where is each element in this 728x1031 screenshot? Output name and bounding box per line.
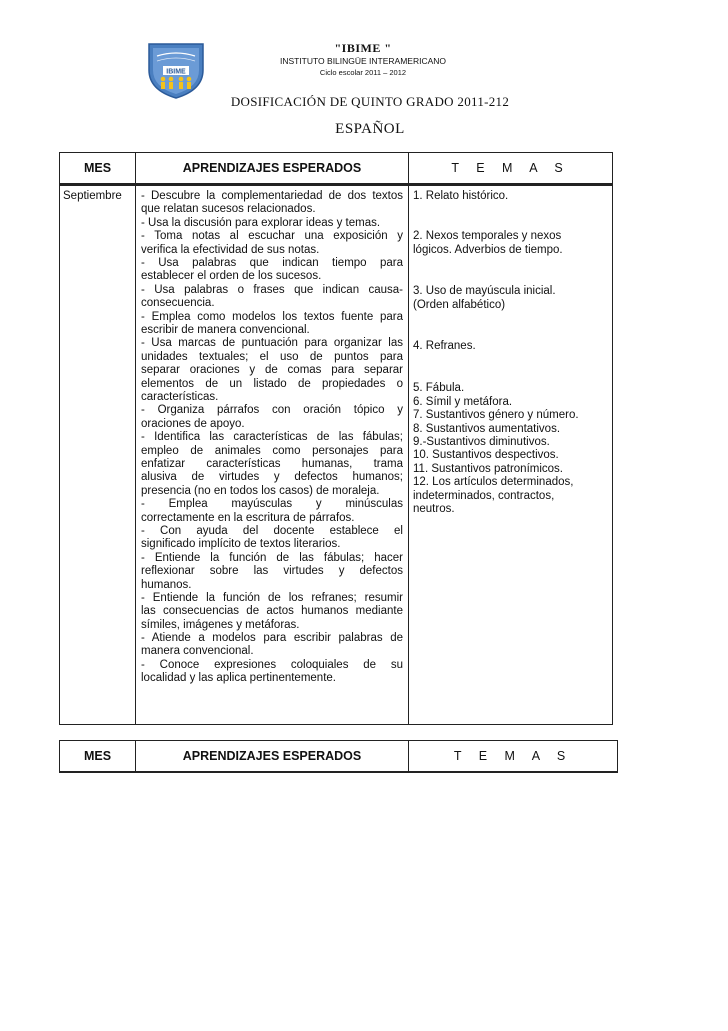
aprendizaje-line: correctamente en la escritura de párrafos. (141, 511, 355, 524)
aprendizaje-line: establecer el orden de los sucesos. (141, 270, 322, 283)
school-name: "IBIME " (334, 41, 392, 55)
document-title: DOSIFICACIÓN DE QUINTO GRADO 2011-212 (230, 94, 510, 109)
aprendizaje-line: manera convencional. (141, 645, 254, 658)
tema-line: 11. Sustantivos patronímicos. (413, 462, 563, 475)
aprendizaje-line: alusiva de virtudes y defectos humanos; (141, 471, 403, 484)
tema-line: 3. Uso de mayúscula inicial. (413, 285, 556, 298)
header-temas: T E M A S (409, 153, 613, 185)
aprendizaje-line: presencia (no en todos los casos) de moraleja. (141, 484, 380, 497)
tema-group (413, 230, 607, 257)
aprendizaje-line: elementos de un listado de propiedades o (141, 377, 403, 390)
tema-line: 8. Sustantivos aumentativos. (413, 422, 561, 435)
tema-line: 1. Relato histórico. (413, 190, 509, 202)
aprendizaje-line: - Identifica las características de las fábulas; (141, 431, 403, 444)
month-cell: Septiembre (60, 185, 136, 725)
table-row (60, 185, 613, 725)
tema-group (413, 340, 607, 353)
aprendizaje-line: - Organiza párrafos con oración tópico y (141, 404, 403, 417)
aprendizaje-line: las consecuencias de actos humanos mediante (141, 605, 403, 618)
aprendizajes-cell (136, 185, 409, 725)
temas-cell (409, 185, 613, 725)
aprendizaje-line: - Entiende la función de los refranes; resumir (141, 591, 403, 604)
header-mes: MES (60, 741, 136, 773)
school-full-name: INSTITUTO BILINGÜE INTERAMERICANO (279, 56, 447, 66)
school-logo (143, 40, 209, 100)
aprendizaje-line: - Usa marcas de puntuación para organizar las (141, 337, 403, 350)
subject-title: ESPAÑOL (335, 121, 405, 137)
tema-group (413, 190, 607, 203)
aprendizaje-line: separar oraciones y de comas para separar (141, 364, 403, 377)
aprendizaje-line: - Conoce expresiones coloquiales de su (141, 658, 403, 671)
tema-line: 2. Nexos temporales y nexos (413, 230, 562, 243)
aprendizaje-line: características. (141, 390, 219, 403)
aprendizaje-line: humanos. (141, 578, 192, 591)
aprendizaje-line: - Descubre la complementariedad de dos textos (141, 190, 403, 202)
aprendizaje-line: - Emplea como modelos los textos fuente para (141, 310, 403, 323)
aprendizaje-line: que relatan sucesos relacionados. (141, 203, 316, 216)
plan-table (59, 152, 613, 725)
table-header-row (60, 153, 613, 185)
aprendizaje-line: escribir de manera convencional. (141, 323, 310, 336)
aprendizaje-line: - Entiende la función de las fábulas; hacer (141, 551, 403, 564)
aprendizaje-line: - Usa palabras o frases que indican causa- (141, 283, 403, 296)
school-cycle: Ciclo escolar 2011 – 2012 (319, 68, 407, 77)
tema-line: 4. Refranes. (413, 340, 476, 353)
header-aprendizajes: APRENDIZAJES ESPERADOS (136, 153, 409, 185)
tema-line: (Orden alfabético) (413, 298, 506, 311)
aprendizaje-line: oraciones de apoyo. (141, 417, 245, 430)
tema-line: 5. Fábula. (413, 382, 465, 395)
aprendizaje-line: empleo de animales como personajes para (141, 444, 403, 457)
aprendizaje-line: símiles, imágenes y metáforas. (141, 618, 300, 631)
aprendizaje-line: localidad y las aplica pertinentemente. (141, 672, 336, 685)
logo-text: IBIME (166, 68, 186, 76)
tema-line: lógicos. Adverbios de tiempo. (413, 243, 563, 256)
aprendizaje-line: consecuencia. (141, 297, 215, 310)
aprendizaje-line: - Atiende a modelos para escribir palabras de (141, 632, 403, 645)
tema-group (413, 285, 607, 312)
tema-line: 12. Los artículos determinados, (413, 476, 574, 489)
tema-line: indeterminados, contractos, (413, 489, 555, 502)
tema-group (413, 382, 607, 516)
aprendizaje-line: significado implícito de textos literarios. (141, 538, 341, 551)
aprendizaje-line: unidades textuales; el uso de puntos para (141, 350, 403, 363)
aprendizaje-line: - Usa la discusión para explorar ideas y temas. (141, 216, 381, 229)
tema-line: 10. Sustantivos despectivos. (413, 449, 559, 462)
header-aprendizajes: APRENDIZAJES ESPERADOS (136, 741, 409, 773)
aprendizaje-line: - Toma notas al escuchar una exposición y (141, 230, 403, 243)
plan-table-continued (59, 740, 618, 773)
aprendizaje-line: - Usa palabras que indican tiempo para (141, 257, 403, 269)
header-mes: MES (60, 153, 136, 185)
aprendizaje-line: - Emplea mayúsculas y minúsculas (141, 498, 403, 511)
aprendizaje-line: - Con ayuda del docente establece el (141, 524, 403, 537)
tema-line: 6. Símil y metáfora. (413, 395, 513, 408)
aprendizaje-line: verifica la efectividad de sus notas. (141, 243, 320, 256)
tema-line: 7. Sustantivos género y número. (413, 409, 579, 422)
table-header-row (60, 741, 618, 773)
aprendizaje-line: reflexionar sobre las virtudes y defectos (141, 565, 403, 578)
aprendizaje-line: enfatizar características humanas, trama (141, 457, 403, 470)
tema-line: neutros. (413, 503, 455, 516)
tema-line: 9.-Sustantivos diminutivos. (413, 436, 550, 449)
header-temas: T E M A S (409, 741, 618, 773)
